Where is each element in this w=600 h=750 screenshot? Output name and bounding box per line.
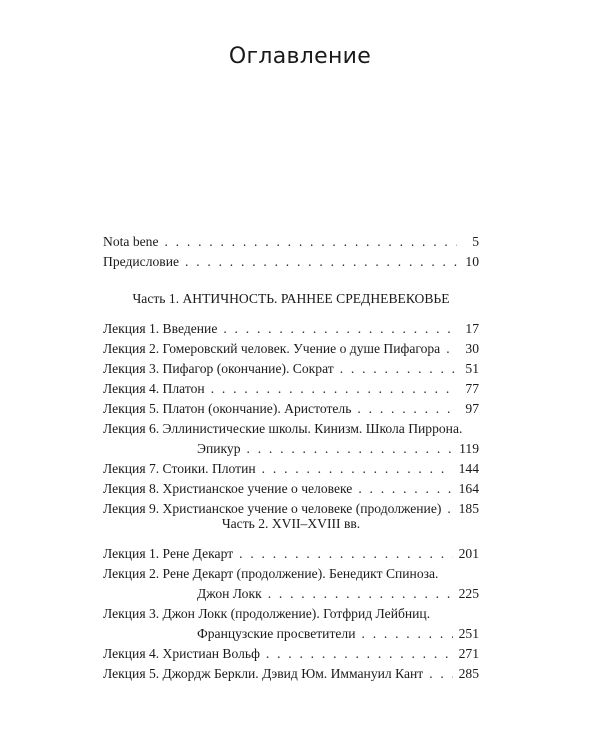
toc-entry-page: 10 bbox=[465, 254, 479, 269]
toc-entry-label: Nota bene bbox=[103, 234, 159, 249]
leader-dots bbox=[185, 252, 457, 272]
toc-entry-label: Лекция 6. Эллинистические школы. Кинизм. Школа Пиррона. bbox=[103, 421, 463, 436]
toc-entry[interactable] bbox=[103, 359, 479, 379]
leader-dots bbox=[223, 319, 457, 339]
toc-entry-page: 201 bbox=[458, 546, 479, 561]
page-title: Оглавление bbox=[228, 44, 372, 69]
toc-entry[interactable] bbox=[103, 252, 479, 272]
toc-entry[interactable] bbox=[103, 459, 479, 479]
toc-entry-page: 17 bbox=[465, 321, 479, 336]
leader-dots bbox=[446, 339, 457, 359]
toc-entry-page: 144 bbox=[458, 461, 479, 476]
toc-entry-label: Лекция 8. Христианское учение о человеке bbox=[103, 481, 353, 496]
toc-entry-label: Эпикур bbox=[197, 441, 241, 456]
toc-entry-label: Французские просветители bbox=[197, 626, 356, 641]
toc-entry-page: 97 bbox=[465, 401, 479, 416]
toc-entry-label: Лекция 5. Джордж Беркли. Дэвид Юм. Иммануил Кант bbox=[103, 666, 424, 681]
leader-dots bbox=[239, 544, 452, 564]
toc-entry-continuation[interactable] bbox=[103, 584, 479, 604]
toc-entry-label: Лекция 3. Пифагор (окончание). Сократ bbox=[103, 361, 334, 376]
toc-entry-continuation[interactable] bbox=[103, 624, 479, 644]
toc-entry-label: Лекция 2. Гомеровский человек. Учение о душе Пифагора bbox=[103, 341, 441, 356]
part-heading: Часть 1. АНТИЧНОСТЬ. РАННЕЕ СРЕДНЕВЕКОВЬЕ bbox=[132, 291, 450, 306]
toc-entry-page: 30 bbox=[465, 341, 479, 356]
leader-dots bbox=[340, 359, 457, 379]
toc-entry[interactable] bbox=[103, 664, 479, 684]
toc-entry-label: Лекция 2. Рене Декарт (продолжение). Бенедикт Спиноза. bbox=[103, 566, 439, 581]
part-heading: Часть 2. XVII–XVIII вв. bbox=[221, 516, 361, 531]
toc-entry-label: Лекция 3. Джон Локк (продолжение). Готфрид Лейбниц. bbox=[103, 606, 431, 621]
toc-entry[interactable] bbox=[103, 379, 479, 399]
toc-entry[interactable] bbox=[103, 644, 479, 664]
toc-entry-label: Джон Локк bbox=[197, 586, 262, 601]
toc-entry[interactable] bbox=[103, 604, 479, 624]
leader-dots bbox=[362, 624, 453, 644]
toc-entry-page: 285 bbox=[458, 666, 479, 681]
toc-entry-label: Лекция 1. Введение bbox=[103, 321, 218, 336]
toc-entry-page: 164 bbox=[458, 481, 479, 496]
toc-entry-label: Лекция 4. Платон bbox=[103, 381, 205, 396]
toc-entry-label: Лекция 1. Рене Декарт bbox=[103, 546, 234, 561]
toc-entry-label: Лекция 4. Христиан Вольф bbox=[103, 646, 260, 661]
toc-entry-page: 225 bbox=[458, 586, 479, 601]
toc-entry[interactable] bbox=[103, 419, 479, 439]
toc-entry-page: 77 bbox=[465, 381, 479, 396]
leader-dots bbox=[164, 232, 457, 252]
toc-entry-page: 5 bbox=[472, 234, 479, 249]
toc-entry-page: 251 bbox=[458, 626, 479, 641]
toc-entry-page: 271 bbox=[458, 646, 479, 661]
leader-dots bbox=[211, 379, 457, 399]
toc-entry-page: 185 bbox=[458, 501, 479, 516]
leader-dots bbox=[429, 664, 452, 684]
toc-entry[interactable] bbox=[103, 399, 479, 419]
leader-dots bbox=[268, 584, 453, 604]
toc-entry-continuation[interactable] bbox=[103, 439, 479, 459]
leader-dots bbox=[266, 644, 453, 664]
toc-entry[interactable] bbox=[103, 232, 479, 252]
leader-dots bbox=[358, 479, 452, 499]
leader-dots bbox=[357, 399, 457, 419]
toc-entry[interactable] bbox=[103, 319, 479, 339]
toc-entry-label: Предисловие bbox=[103, 254, 180, 269]
part-2-section bbox=[103, 514, 479, 684]
leader-dots bbox=[247, 439, 454, 459]
leader-dots bbox=[262, 459, 453, 479]
toc-entry-label: Лекция 9. Христианское учение о человеке (продолжение) bbox=[103, 501, 442, 516]
toc-entry-label: Лекция 5. Платон (окончание). Аристотель bbox=[103, 401, 352, 416]
toc-entry[interactable] bbox=[103, 339, 479, 359]
toc-entry[interactable] bbox=[103, 544, 479, 564]
toc-entry-label: Лекция 7. Стоики. Плотин bbox=[103, 461, 256, 476]
toc-entry[interactable] bbox=[103, 564, 479, 584]
part-1-section bbox=[103, 289, 479, 519]
toc-entry[interactable] bbox=[103, 479, 479, 499]
toc-entry-page: 51 bbox=[465, 361, 479, 376]
front-matter-list bbox=[103, 232, 479, 272]
toc-entry-page: 119 bbox=[459, 441, 479, 456]
